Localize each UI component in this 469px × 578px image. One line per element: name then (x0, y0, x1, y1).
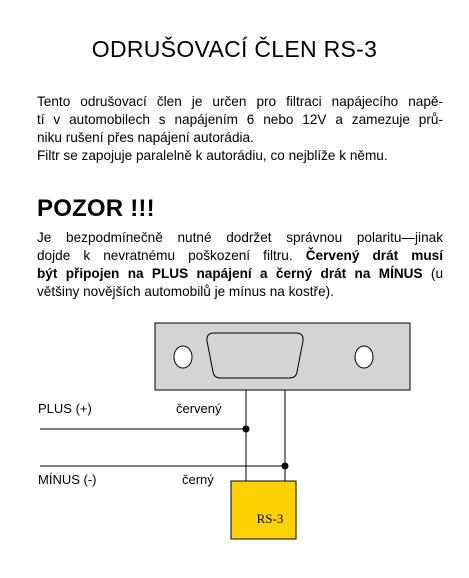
plus-label: PLUS (+) (38, 401, 92, 416)
warning-text: dojde k nevratnému poškození filtru. (37, 248, 293, 263)
warning-heading: POZOR !!! (37, 195, 155, 222)
intro-line-3: niku rušení přes napájení autorádia. (37, 130, 254, 145)
intro-line-4: Filtr se zapojuje paralelně k autorádiu, co nejblíže k němu. (37, 148, 388, 163)
intro-line-2: tí v automobilech s napájením 6 nebo 12V a zamezuje prů- (37, 112, 443, 127)
intro-line-1: Tento odrušovací člen je určen pro filtraci napájecího napě- (37, 94, 443, 109)
minus-label: MÍNUS (-) (38, 472, 97, 487)
mounting-hole-left (174, 346, 192, 368)
red-wire-label: červený (176, 401, 222, 416)
black-wire-label: černý (182, 472, 214, 487)
mounting-hole-right (355, 346, 373, 368)
minus-junction-dot (282, 463, 289, 470)
plus-junction-dot (243, 426, 250, 433)
filter-box (231, 481, 296, 539)
filter-label: RS-3 (256, 511, 284, 526)
page-title: ODRUŠOVACÍ ČLEN RS-3 (91, 36, 378, 62)
warning-text-tail: (u (430, 266, 444, 281)
connector-socket (207, 333, 303, 378)
warning-line-1: Je bezpodmínečně nutné dodržet správnou polaritu—jinak (37, 230, 443, 245)
warning-line-4: většiny novějších automobilů je mínus na kostře). (37, 284, 334, 299)
warning-bold-2: být připojen na PLUS napájení a černý drát na MÍNUS (37, 266, 423, 281)
warning-bold-1: Červený drát musí (305, 248, 443, 263)
